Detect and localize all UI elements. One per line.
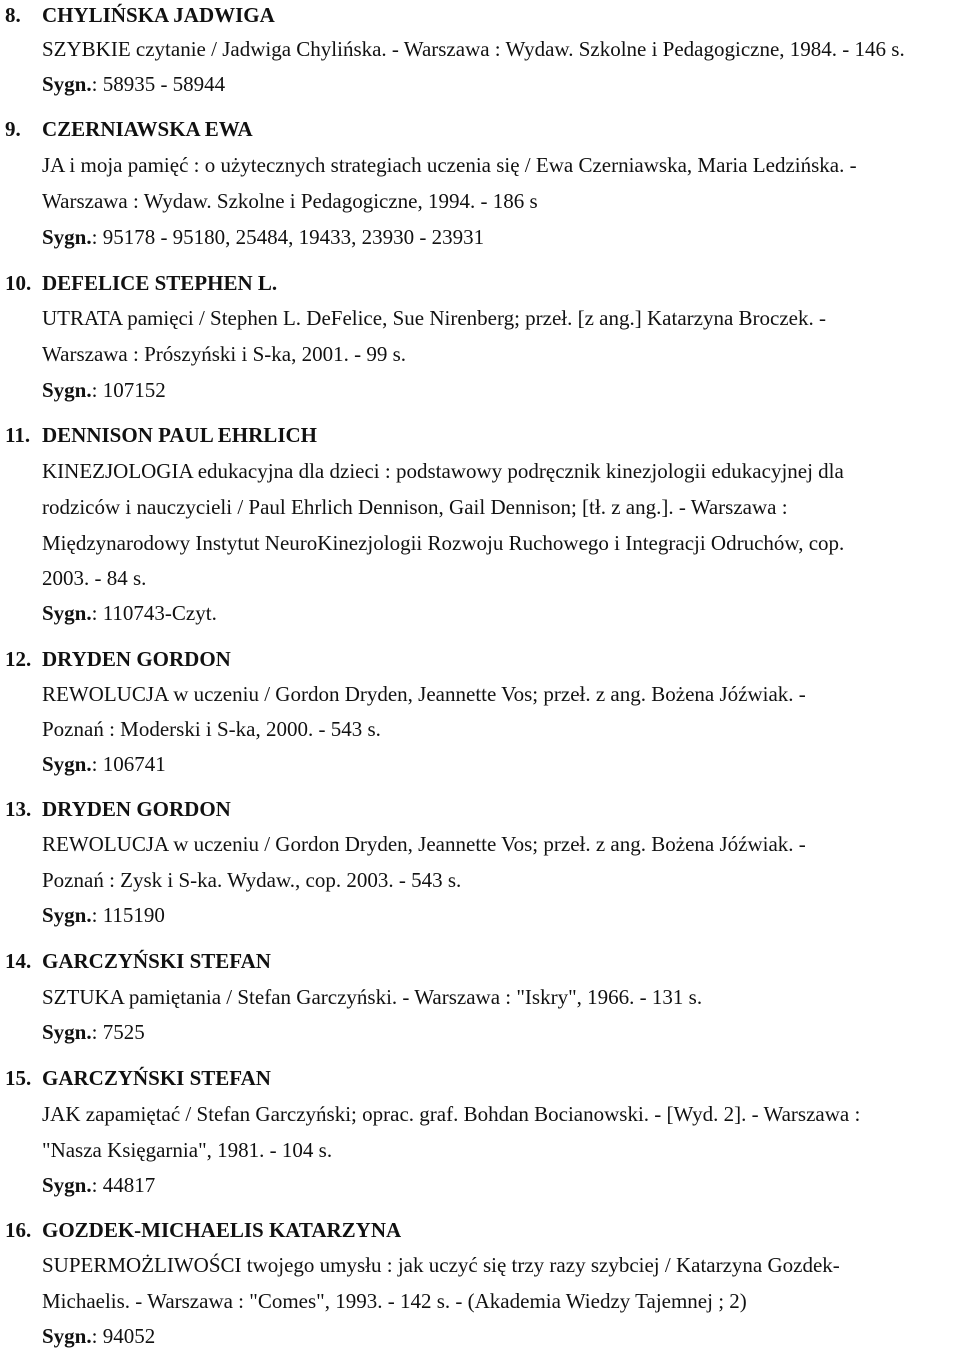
signature-label: Sygn. [42,1324,92,1348]
entry-description-line [0,456,960,486]
signature-value: : 7525 [91,1020,145,1044]
entry-heading [0,794,960,824]
entry-heading [0,0,960,30]
signature-text [42,598,956,628]
entry-number: 8. [5,3,21,27]
signature-text [42,1170,956,1200]
entry-signature [0,375,960,405]
entry-description-line [0,303,960,333]
description-text: 2003. - 84 s. [42,566,147,590]
entry-number: 14. [5,949,32,973]
signature-text [42,1017,956,1047]
signature-text [42,69,956,99]
entry-heading [0,946,960,976]
description-text: SZYBKIE czytanie / Jadwiga Chylińska. - Warszawa : Wydaw. Szkolne i Pedagogiczne, 1984. - 146 s. [42,37,905,61]
entry-author: DRYDEN GORDON [42,647,231,671]
description-text: Poznań : Moderski i S-ka, 2000. - 543 s. [42,717,381,741]
entry-description-line [0,1286,960,1316]
entry-author: GARCZYŃSKI STEFAN [42,949,271,973]
entry-author: CHYLIŃSKA JADWIGA [42,3,275,27]
signature-value: : 115190 [91,903,165,927]
entry-description-line [0,1099,960,1129]
entry-author: CZERNIAWSKA EWA [42,117,253,141]
entry-description-line [0,563,960,593]
entry-number: 12. [5,647,32,671]
signature-label: Sygn. [42,601,92,625]
entry-number: 15. [5,1066,32,1090]
description-text: Michaelis. - Warszawa : "Comes", 1993. - 142 s. - (Akademia Wiedzy Tajemnej ; 2) [42,1289,747,1313]
entry-number: 9. [5,117,21,141]
signature-text [42,749,956,779]
entry-signature [0,69,960,99]
entry-description-line [0,679,960,709]
description-text: SZTUKA pamiętania / Stefan Garczyński. - Warszawa : "Iskry", 1966. - 131 s. [42,985,703,1009]
entry-description-line [0,982,960,1012]
entry-signature [0,222,960,252]
entry-number: 16. [5,1218,32,1242]
signature-value: : 107152 [91,378,166,402]
entry-heading [0,114,960,144]
signature-label: Sygn. [42,1173,92,1197]
entry-signature [0,1321,960,1351]
signature-value: : 58935 - 58944 [91,72,226,96]
entry-author: GOZDEK-MICHAELIS KATARZYNA [42,1218,402,1242]
description-text: KINEZJOLOGIA edukacyjna dla dzieci : podstawowy podręcznik kinezjologii edukacyjnej dla [42,459,844,483]
entry-description-line [0,714,960,744]
entry-heading [0,644,960,674]
entry-description-line [0,34,960,64]
signature-label: Sygn. [42,72,92,96]
signature-text [42,375,956,405]
description-text: Poznań : Zysk i S-ka. Wydaw., cop. 2003. - 543 s. [42,868,462,892]
description-text: UTRATA pamięci / Stephen L. DeFelice, Sue Nirenberg; przeł. [z ang.] Katarzyna Broczek. - [42,306,826,330]
description-text: Warszawa : Wydaw. Szkolne i Pedagogiczne, 1994. - 186 s [42,189,538,213]
signature-label: Sygn. [42,1020,92,1044]
entry-description-line [0,1250,960,1280]
entry-description-line [0,339,960,369]
signature-text [42,222,956,252]
entry-description-line [0,528,960,558]
description-text: SUPERMOŻLIWOŚCI twojego umysłu : jak uczyć się trzy razy szybciej / Katarzyna Gozdek- [42,1253,840,1277]
entry-heading [0,268,960,298]
signature-label: Sygn. [42,225,92,249]
entry-signature [0,900,960,930]
entry-heading [0,420,960,450]
signature-text [42,1321,956,1351]
signature-value: : 106741 [91,752,166,776]
description-text: JAK zapamiętać / Stefan Garczyński; oprac. graf. Bohdan Bocianowski. - [Wyd. 2]. - Warszawa : [42,1102,861,1126]
entry-author: DRYDEN GORDON [42,797,231,821]
entry-signature [0,1017,960,1047]
entry-description-line [0,186,960,216]
entry-number: 13. [5,797,32,821]
entry-number: 10. [5,271,32,295]
entry-description-line [0,150,960,180]
entry-author: DENNISON PAUL EHRLICH [42,423,317,447]
signature-value: : 44817 [91,1173,156,1197]
signature-value: : 94052 [91,1324,156,1348]
description-text: "Nasza Księgarnia", 1981. - 104 s. [42,1138,333,1162]
signature-value: : 95178 - 95180, 25484, 19433, 23930 - 23931 [91,225,485,249]
signature-label: Sygn. [42,378,92,402]
entry-author: DEFELICE STEPHEN L. [42,271,278,295]
description-text: rodziców i nauczycieli / Paul Ehrlich Dennison, Gail Dennison; [tł. z ang.]. - Warszawa : [42,495,788,519]
entry-description-line [0,865,960,895]
entry-description-line [0,829,960,859]
entry-signature [0,598,960,628]
entry-description-line [0,1135,960,1165]
description-text: Warszawa : Prószyński i S-ka, 2001. - 99 s. [42,342,407,366]
description-text: REWOLUCJA w uczeniu / Gordon Dryden, Jeannette Vos; przeł. z ang. Bożena Jóźwiak. - [42,682,806,706]
signature-label: Sygn. [42,903,92,927]
entry-author: GARCZYŃSKI STEFAN [42,1066,271,1090]
entry-heading [0,1063,960,1093]
signature-label: Sygn. [42,752,92,776]
entry-signature [0,749,960,779]
entry-heading [0,1215,960,1245]
description-text: Międzynarodowy Instytut NeuroKinezjologii Rozwoju Ruchowego i Integracji Odruchów, cop. [42,531,845,555]
signature-value: : 110743-Czyt. [91,601,217,625]
entry-number: 11. [5,423,31,447]
signature-text [42,900,956,930]
description-text: JA i moja pamięć : o użytecznych strategiach uczenia się / Ewa Czerniawska, Maria Ledzińska. - [42,153,857,177]
entry-signature [0,1170,960,1200]
description-text: REWOLUCJA w uczeniu / Gordon Dryden, Jeannette Vos; przeł. z ang. Bożena Jóźwiak. - [42,832,806,856]
entry-description-line [0,492,960,522]
